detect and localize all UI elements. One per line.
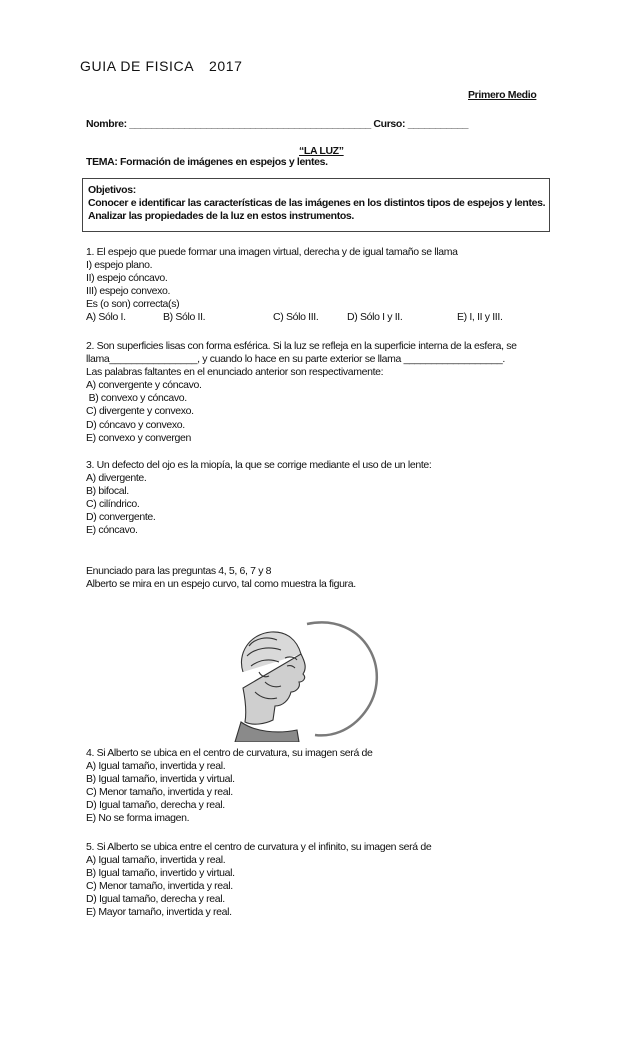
q4-option-b: B) Igual tamaño, invertida y virtual. — [86, 773, 235, 786]
q5-option-b: B) Igual tamaño, invertido y virtual. — [86, 867, 235, 880]
question-1 — [86, 246, 556, 325]
q1-stem: 1. El espejo que puede formar una imagen virtual, derecha y de igual tamaño se llama — [86, 246, 458, 258]
q1-item: III) espejo convexo. — [86, 285, 171, 298]
q4-stem: 4. Si Alberto se ubica en el centro de curvatura, su imagen será de — [86, 747, 373, 759]
statement-text: Alberto se mira en un espejo curvo, tal como muestra la figura. — [86, 578, 356, 591]
name-course-line: Nombre: ____________________________________________ Curso: ___________ — [86, 118, 469, 130]
q3-option-a: A) divergente. — [86, 472, 147, 485]
q1-item: I) espejo plano. — [86, 259, 153, 272]
q5-option-c: C) Menor tamaño, invertida y real. — [86, 880, 233, 893]
q1-prompt: Es (o son) correcta(s) — [86, 298, 180, 311]
q2-option-e: E) convexo y convergen — [86, 431, 191, 444]
q2-option-b: B) convexo y cóncavo. — [86, 392, 187, 405]
q4-option-c: C) Menor tamaño, invertida y real. — [86, 786, 233, 799]
worksheet-year: 2017 — [209, 58, 243, 74]
man-mirror-figure — [225, 602, 385, 742]
q2-option-c: C) divergente y convexo. — [86, 405, 194, 418]
q2-option-a: A) convergente y cóncavo. — [86, 379, 202, 392]
worksheet-title: GUIA DE FISICA — [80, 58, 195, 74]
q4-option-a: A) Igual tamaño, invertida y real. — [86, 760, 226, 773]
q1-option-e: E) I, II y III. — [457, 311, 503, 324]
q1-option-b: B) Sólo II. — [163, 311, 206, 324]
q4-option-d: D) Igual tamaño, derecha y real. — [86, 799, 225, 812]
q3-option-c: C) cilíndrico. — [86, 498, 140, 511]
q2-stem-cont: llama________________, y cuando lo hace en su parte exterior se llama __________________. — [86, 353, 505, 366]
question-2 — [86, 340, 556, 445]
question-3 — [86, 459, 556, 538]
q3-option-e: E) cóncavo. — [86, 524, 138, 537]
q4-option-e: E) No se forma imagen. — [86, 812, 190, 825]
q5-option-a: A) Igual tamaño, invertida y real. — [86, 854, 226, 867]
q1-option-c: C) Sólo III. — [273, 311, 319, 324]
q5-stem: 5. Si Alberto se ubica entre el centro de curvatura y el infinito, su imagen será de — [86, 841, 432, 853]
question-5 — [86, 841, 556, 920]
q2-option-d: D) cóncavo y convexo. — [86, 418, 185, 431]
topic-line: TEMA: Formación de imágenes en espejos y lentes. — [86, 156, 328, 168]
man-head-icon — [235, 632, 305, 742]
q3-option-d: D) convergente. — [86, 511, 156, 524]
q3-stem: 3. Un defecto del ojo es la miopía, la que se corrige mediante el uso de un lente: — [86, 459, 432, 471]
q5-option-e: E) Mayor tamaño, invertida y real. — [86, 906, 232, 919]
objective-1: Conocer e identificar las características de las imágenes en los distintos tipos de espejos y lentes. — [88, 197, 546, 209]
q1-option-a: A) Sólo I. — [86, 311, 126, 324]
objectives-title: Objetivos: — [88, 184, 136, 196]
subject-title: “LA LUZ” — [299, 145, 344, 157]
q1-options-row — [86, 311, 556, 324]
question-4 — [86, 747, 556, 826]
q1-option-d: D) Sólo I y II. — [347, 311, 403, 324]
course-level: Primero Medio — [468, 89, 537, 101]
shared-statement — [86, 565, 556, 591]
q5-option-d: D) Igual tamaño, derecha y real. — [86, 893, 225, 906]
q2-prompt: Las palabras faltantes en el enunciado anterior son respectivamente: — [86, 366, 384, 379]
q2-stem: 2. Son superficies lisas con forma esférica. Si la luz se refleja en la superficie interna de la esfera, se — [86, 340, 517, 352]
q3-option-b: B) bifocal. — [86, 485, 129, 498]
curved-mirror-arc — [307, 622, 377, 735]
objective-2: Analizar las propiedades de la luz en estos instrumentos. — [88, 210, 354, 222]
objectives-box — [82, 178, 550, 232]
q1-item: II) espejo cóncavo. — [86, 272, 168, 285]
statement-heading: Enunciado para las preguntas 4, 5, 6, 7 y 8 — [86, 565, 272, 577]
